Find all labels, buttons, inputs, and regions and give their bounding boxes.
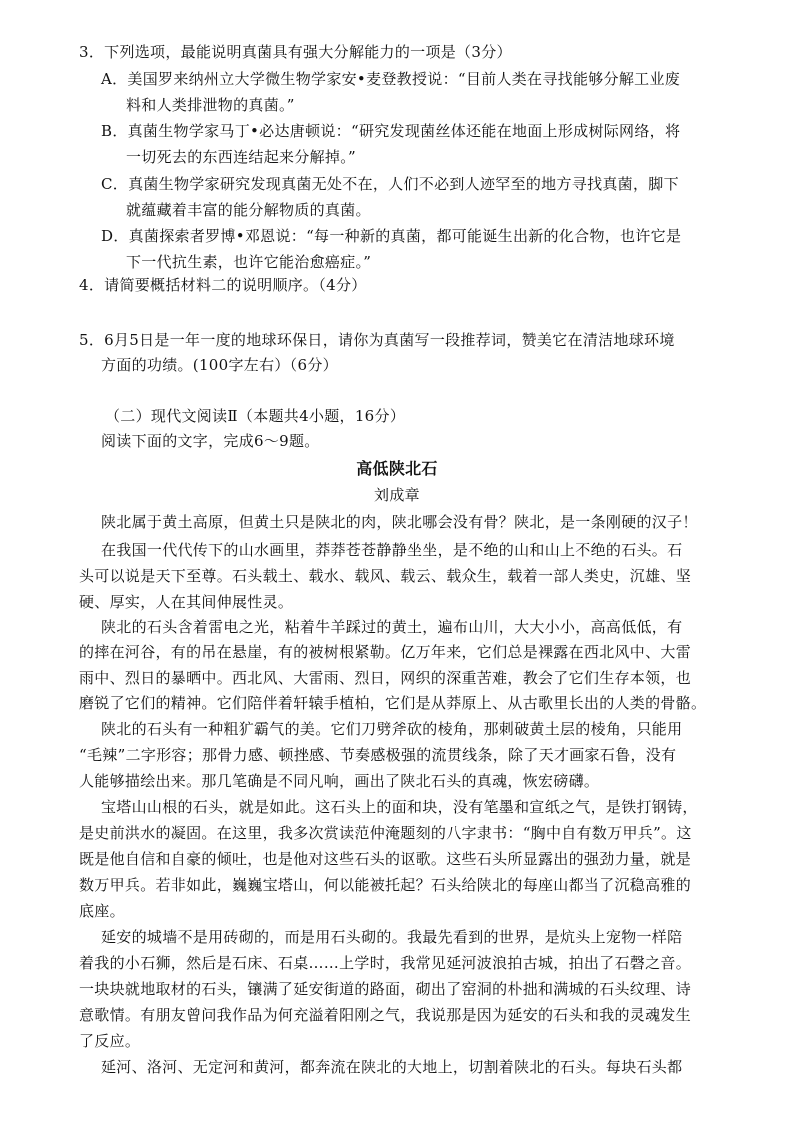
article-line: 意歌情。有朋友曾问我作品为何充溢着阳刚之气，我说那是因为延安的石头和我的灵魂发生 xyxy=(79,1006,692,1024)
article-line: 着我的小石狮，然后是石床、石桌……上学时，我常见延河波浪拍古城，拍出了石磬之音。 xyxy=(79,954,692,972)
article-line: 陕北属于黄土高原，但黄土只是陕北的肉，陕北哪会没有骨？陕北，是一条刚硬的汉子！ xyxy=(101,513,698,531)
article-line: 宝塔山山根的石头，就是如此。这石头上的面和块，没有笔墨和宣纸之气，是铁打钢铸， xyxy=(101,798,698,816)
article-line: 既是他自信和自豪的倾吐，也是他对这些石头的讴歌。这些石头所显露出的强劲力量，就是 xyxy=(79,850,692,868)
article-line: 人能够描绘出来。那几笔确是不同凡响，画出了陕北石头的真魂，恢宏磅礴。 xyxy=(79,772,600,790)
question-3-option-b-line2: 一切死去的东西连结起来分解掉。” xyxy=(126,148,356,166)
article-line: “毛辣”二字形容；那骨力感、顿挫感、节奏感极强的流贯线条，除了天才画家石鲁，没有 xyxy=(79,746,677,764)
question-3-option-d-line1: D．真菌探索者罗博•邓恩说：“每一种新的真菌，都可能诞生出新的化合物，也许它是 xyxy=(101,227,682,245)
article-line: 延安的城墙不是用砖砌的，而是用石头砌的。我最先看到的世界，是炕头上宠物一样陪 xyxy=(101,928,683,946)
article-title: 高低陕北石 xyxy=(356,459,438,478)
question-4: 4．请简要概括材料二的说明顺序。（4分） xyxy=(79,276,367,294)
question-3-stem: 3．下列选项，最能说明真菌具有强大分解能力的一项是（3分） xyxy=(79,43,512,61)
section-heading: （二）现代文阅读Ⅱ（本题共4小题，16分） xyxy=(105,407,406,425)
article-line: 雨中、烈日的暴晒中。西北风、大雷雨、烈日，网织的深重苦难，教会了它们生存本领，也 xyxy=(79,669,692,687)
question-3-option-d-line2: 下一代抗生素，也许它能治愈癌症。” xyxy=(126,253,372,271)
article-line: 了反应。 xyxy=(79,1032,141,1050)
article-line: 陕北的石头有一种粗犷霸气的美。它们刀劈斧砍的棱角，那刺破黄土层的棱角，只能用 xyxy=(101,720,683,738)
question-5-line1: 5．6月5日是一年一度的地球环保日，请你为真菌写一段推荐词，赞美它在清洁地球环境 xyxy=(79,331,675,349)
article-line: 硬、厚实，人在其间伸展性灵。 xyxy=(79,593,294,611)
article-author: 刘成章 xyxy=(374,486,420,504)
article-line: 陕北的石头含着雷电之光，粘着牛羊踩过的黄土，遍布山川，大大小小，高高低低，有 xyxy=(101,618,683,636)
article-line: 一块块就地取材的石头，镶满了延安街道的路面，砌出了窑洞的朴拙和满城的石头纹理、诗 xyxy=(79,980,692,998)
article-line: 数万甲兵。若非如此，巍巍宝塔山，何以能被托起？石头给陕北的每座山都当了沉稳高雅的 xyxy=(79,876,692,894)
section-instruction: 阅读下面的文字，完成6～9题。 xyxy=(101,432,320,450)
question-5-line2: 方面的功绩。(100字左右）（6分） xyxy=(101,356,338,374)
question-3-option-a-line1: A．美国罗来纳州立大学微生物学家安•麦登教授说：“目前人类在寻找能够分解工业废 xyxy=(101,70,681,88)
article-line: 底座。 xyxy=(79,902,125,920)
question-3-option-c-line1: C．真菌生物学家研究发现真菌无处不在，人们不必到人迹罕至的地方寻找真菌，脚下 xyxy=(101,175,679,193)
question-3-option-b-line1: B．真菌生物学家马丁•必达唐顿说：“研究发现菌丝体还能在地面上形成树际网络，将 xyxy=(101,122,681,140)
article-line: 是史前洪水的凝固。在这里，我多次赏读范仲淹题刻的八字隶书：“胸中自有数万甲兵”。这 xyxy=(79,824,692,842)
question-3-option-a-line2: 料和人类排泄物的真菌。” xyxy=(126,96,295,114)
article-line: 在我国一代代传下的山水画里，莽莽苍苍静静坐坐，是不绝的山和山上不绝的石头。石 xyxy=(101,541,683,559)
article-line: 头可以说是天下至尊。石头载土、载水、载风、载云、载众生，载着一部人类史，沉雄、坚 xyxy=(79,567,692,585)
article-line: 延河、洛河、无定河和黄河，都奔流在陕北的大地上，切割着陕北的石头。每块石头都 xyxy=(101,1058,683,1076)
article-line: 磨锐了它们的精神。它们陪伴着轩辕手植柏，它们是从莽原上、从古歌里长出的人类的骨骼。 xyxy=(79,694,707,712)
article-line: 的摔在河谷，有的吊在悬崖，有的被树根紧勒。亿万年来，它们总是裸露在西北风中、大雷 xyxy=(79,643,692,661)
question-3-option-c-line2: 就蕴藏着丰富的能分解物质的真菌。 xyxy=(126,201,371,219)
